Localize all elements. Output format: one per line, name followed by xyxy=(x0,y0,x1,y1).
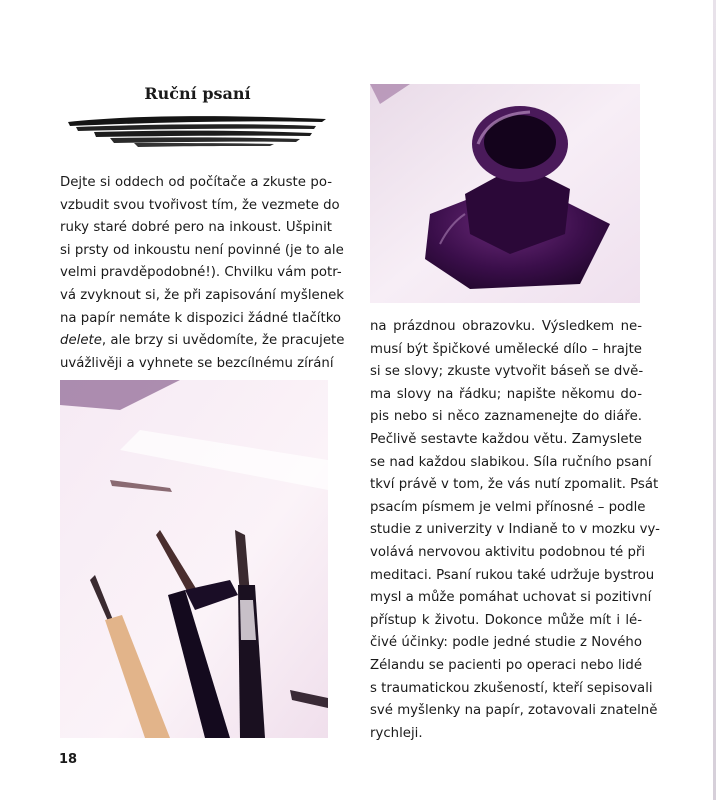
page-title: Ruční psaní xyxy=(144,84,251,103)
left-column-text xyxy=(60,172,345,375)
text-line: meditaci. Psaní rukou také udržuje bystrou xyxy=(370,567,655,583)
text-line: si se slovy; zkuste vytvořit báseň se dvě- xyxy=(370,364,644,380)
text-line: pis nebo si něco zaznamenejte do diáře. xyxy=(370,409,642,425)
text-line: se nad každou slabikou. Síla ručního psaní xyxy=(370,454,652,470)
ink-bottle-photo xyxy=(370,84,640,303)
text-line: si prsty od inkoustu není povinné (je to ale xyxy=(60,242,344,258)
text-line: uvážlivěji a vyhnete se bezcílnému zírání xyxy=(60,355,334,371)
text-line: s traumatickou zkušeností, kteří sepisovali xyxy=(370,680,653,696)
text-line-delete xyxy=(60,330,345,353)
dip-pens-photo xyxy=(60,380,328,738)
text-line: Dejte si oddech od počítače a zkuste po- xyxy=(60,175,332,190)
text-line-rest: , ale brzy si uvědomíte, že pracujete xyxy=(101,333,345,349)
text-line: studie z univerzity v Indianě to v mozku vy- xyxy=(370,522,660,538)
text-line: na prázdnou obrazovku. Výsledkem ne- xyxy=(370,319,642,334)
brush-stroke-divider xyxy=(64,110,334,152)
text-line: své myšlenky na papír, zotavovali znatelně xyxy=(370,703,658,719)
text-line: tkví právě v tom, že vás nutí zpomalit. Psát xyxy=(370,477,659,493)
text-line: musí být špičkové umělecké dílo – hrajte xyxy=(370,341,642,357)
text-line: na papír nemáte k dispozici žádné tlačítko xyxy=(60,310,342,326)
right-column-text xyxy=(370,316,660,745)
text-line: vá zvyknout si, že při zapisování myšlenek xyxy=(60,287,345,303)
text-line: ma slovy na řádku; napište někomu do- xyxy=(370,386,642,402)
text-line: čivé účinky: podle jedné studie z Nového xyxy=(370,635,642,651)
text-line: přístup k životu. Dokonce může mít i lé- xyxy=(370,612,642,628)
italic-word-delete: delete xyxy=(60,333,102,349)
text-line: mysl a může pomáhat uchovat si pozitivní xyxy=(370,590,652,606)
text-line: volává nervovou aktivitu podobnou té při xyxy=(370,544,646,560)
text-line: velmi pravděpodobné!). Chvilku vám potr- xyxy=(60,265,342,281)
text-line: Pečlivě sestavte každou větu. Zamyslete xyxy=(370,431,642,447)
text-line: vzbudit svou tvořivost tím, že vezmete do xyxy=(60,197,340,213)
text-line: ruky staré dobré pero na inkoust. Ušpinit xyxy=(60,220,332,236)
page-number: 18 xyxy=(59,752,78,767)
text-line: rychleji. xyxy=(370,725,423,741)
text-line: Zélandu se pacienti po operaci nebo lidé xyxy=(370,657,642,673)
text-line: psacím písmem je velmi přínosné – podle xyxy=(370,499,646,515)
